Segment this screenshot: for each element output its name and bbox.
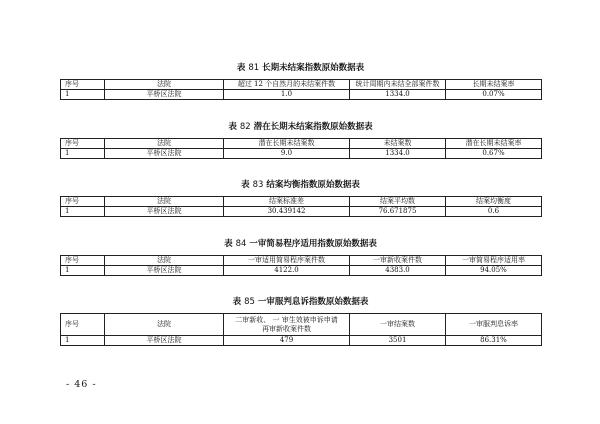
- header-cell: 法院: [105, 80, 224, 90]
- header-cell: 结案标准差: [224, 197, 350, 207]
- caption-prefix: 表: [232, 297, 242, 307]
- page-number: - 46 -: [66, 379, 97, 390]
- caption-number: 82: [239, 122, 251, 132]
- table-caption: [60, 297, 541, 308]
- caption-title: 一审简易程序适用指数原始数据表: [249, 239, 377, 249]
- caption-prefix: 表: [241, 180, 250, 190]
- caption-prefix: 表: [236, 63, 246, 73]
- data-table: [60, 138, 542, 159]
- table-cell: 76.671875: [350, 207, 446, 217]
- header-cell: 一审服判息诉率: [446, 314, 542, 336]
- table-cell: 30.439142: [224, 207, 350, 217]
- table-cell: 1.0: [224, 90, 350, 100]
- header-cell: 法院: [105, 314, 224, 336]
- table-row: [61, 90, 542, 100]
- table-cell: 0.07%: [446, 90, 542, 100]
- header-cell: 潜在长期未结案数: [224, 139, 350, 149]
- table-cell: 3501: [350, 336, 446, 346]
- header-cell: 序号: [61, 197, 105, 207]
- table-cell: 1: [61, 90, 105, 100]
- table-cell: 1: [61, 207, 105, 217]
- header-line: 再审新收案件数: [262, 324, 311, 333]
- header-cell: 潜在长期未结案率: [446, 139, 542, 149]
- header-cell: 法院: [105, 139, 224, 149]
- table-cell: 平桥区法院: [105, 336, 224, 346]
- table-caption: [60, 239, 541, 250]
- header-cell: 序号: [61, 256, 105, 266]
- caption-title: 潜在长期未结案指数原始数据表: [253, 122, 373, 132]
- header-cell-multiline: [224, 314, 350, 336]
- caption-prefix: 表: [228, 122, 237, 132]
- header-cell: 长期未结案率: [446, 80, 542, 90]
- table-cell: 平桥区法院: [105, 207, 224, 217]
- caption-title: 一审服判息诉指数原始数据表: [257, 297, 369, 307]
- header-cell: 一审简易程序适用率: [446, 256, 542, 266]
- table-cell: 平桥区法院: [105, 90, 224, 100]
- table-header-row: [61, 314, 542, 336]
- table-cell: 1334.0: [350, 90, 446, 100]
- header-cell: 序号: [61, 139, 105, 149]
- table-row: [61, 336, 542, 346]
- table-cell: 4383.0: [350, 266, 446, 276]
- table-cell: 94.05%: [446, 266, 542, 276]
- caption-prefix: 表: [224, 239, 233, 249]
- table-row: [61, 207, 542, 217]
- table-cell: 1: [61, 149, 105, 159]
- header-cell: 结案平均数: [350, 197, 446, 207]
- caption-number: 81: [248, 63, 260, 73]
- table-cell: 1: [61, 266, 105, 276]
- data-table: [60, 196, 542, 217]
- data-table: [60, 79, 542, 100]
- header-cell: 序号: [61, 80, 105, 90]
- table-cell: 平桥区法院: [105, 266, 224, 276]
- table-cell: 平桥区法院: [105, 149, 224, 159]
- caption-number: 84: [235, 239, 247, 249]
- caption-title: 结案均衡指数原始数据表: [266, 180, 360, 190]
- table-cell: 86.31%: [446, 336, 542, 346]
- table-header-row: [61, 80, 542, 90]
- header-cell: 法院: [105, 197, 224, 207]
- header-cell: 统计周期内未结全部案件数: [350, 80, 446, 90]
- table-row: [61, 266, 542, 276]
- data-table: [60, 255, 542, 276]
- header-cell: 结案均衡度: [446, 197, 542, 207]
- header-cell: 一审新收案件数: [350, 256, 446, 266]
- header-cell: 超过 12 个自然月的未结案件数: [224, 80, 350, 90]
- table-caption: [60, 63, 541, 74]
- table-cell: 0.67%: [446, 149, 542, 159]
- table-caption: [60, 180, 541, 191]
- table-header-row: [61, 197, 542, 207]
- header-cell: 未结案数: [350, 139, 446, 149]
- table-header-row: [61, 139, 542, 149]
- table-cell: 4122.0: [224, 266, 350, 276]
- header-cell: 一审适用简易程序案件数: [224, 256, 350, 266]
- header-cell: 序号: [61, 314, 105, 336]
- table-cell: 479: [224, 336, 350, 346]
- table-cell: 1: [61, 336, 105, 346]
- table-cell: 9.0: [224, 149, 350, 159]
- caption-number: 83: [252, 180, 264, 190]
- table-caption: [60, 122, 541, 133]
- caption-title: 长期未结案指数原始数据表: [262, 63, 365, 73]
- header-cell: 一审结案数: [350, 314, 446, 336]
- caption-number: 85: [244, 297, 255, 307]
- table-cell: 0.6: [446, 207, 542, 217]
- table-row: [61, 149, 542, 159]
- header-cell: 法院: [105, 256, 224, 266]
- header-line: 二审新收、 一 审生效被申诉申请: [235, 315, 338, 324]
- data-table: [60, 313, 542, 346]
- table-header-row: [61, 256, 542, 266]
- table-cell: 1334.0: [350, 149, 446, 159]
